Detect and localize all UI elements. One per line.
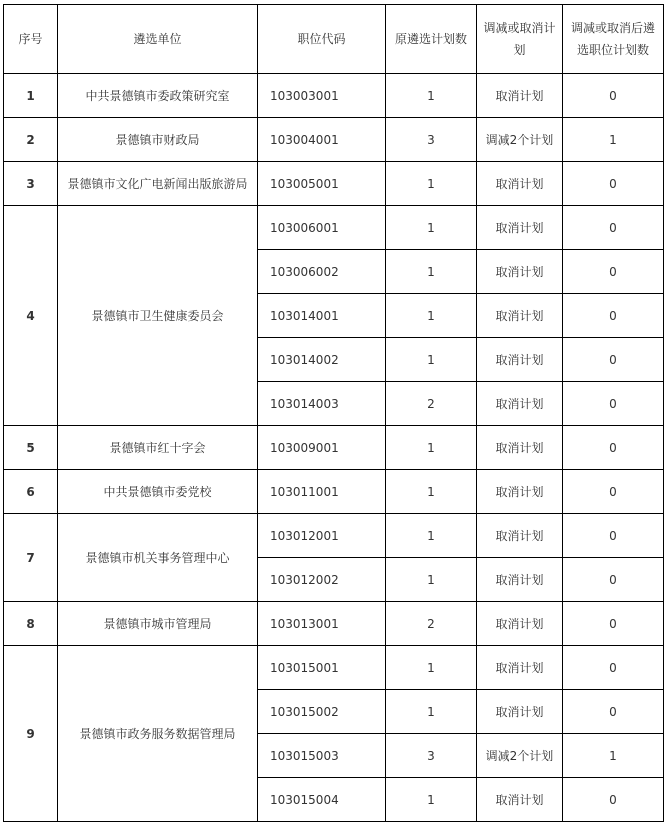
position-code-cell: 103011001 [258,470,386,514]
unit-cell: 景德镇市财政局 [58,118,258,162]
table-row [4,118,664,162]
table-header-row [4,5,664,74]
table-row [4,426,664,470]
original-plan-cell: 1 [386,74,477,118]
plan-after-cell: 1 [563,734,664,778]
position-code-cell: 103003001 [258,74,386,118]
adjustment-cell: 取消计划 [477,514,563,558]
position-code-cell: 103006002 [258,250,386,294]
original-plan-cell: 1 [386,294,477,338]
position-code-cell: 103012002 [258,558,386,602]
position-code-cell: 103004001 [258,118,386,162]
original-plan-cell: 1 [386,338,477,382]
unit-cell: 中共景德镇市委党校 [58,470,258,514]
seq-cell: 9 [4,646,58,822]
original-plan-cell: 1 [386,558,477,602]
table-row [4,646,664,690]
seq-cell: 1 [4,74,58,118]
adjustment-cell: 取消计划 [477,558,563,602]
plan-after-cell: 0 [563,74,664,118]
original-plan-cell: 2 [386,602,477,646]
seq-cell: 4 [4,206,58,426]
seq-cell: 8 [4,602,58,646]
adjustment-cell: 取消计划 [477,382,563,426]
seq-cell: 5 [4,426,58,470]
unit-cell: 景德镇市城市管理局 [58,602,258,646]
adjustment-cell: 取消计划 [477,294,563,338]
plan-after-cell: 0 [563,470,664,514]
plan-after-cell: 0 [563,690,664,734]
plan-after-cell: 0 [563,206,664,250]
original-plan-cell: 1 [386,250,477,294]
plan-after-cell: 0 [563,426,664,470]
header-plan-after: 调减或取消后遴选职位计划数 [563,5,664,74]
position-code-cell: 103014003 [258,382,386,426]
seq-cell: 7 [4,514,58,602]
adjustment-cell: 取消计划 [477,206,563,250]
position-code-cell: 103014002 [258,338,386,382]
unit-cell: 景德镇市卫生健康委员会 [58,206,258,426]
original-plan-cell: 1 [386,646,477,690]
original-plan-cell: 1 [386,470,477,514]
header-position-code: 职位代码 [258,5,386,74]
table-body [4,74,664,822]
adjustment-cell: 取消计划 [477,778,563,822]
position-code-cell: 103015004 [258,778,386,822]
position-code-cell: 103012001 [258,514,386,558]
adjustment-cell: 取消计划 [477,602,563,646]
table-row [4,162,664,206]
unit-cell: 景德镇市红十字会 [58,426,258,470]
position-code-cell: 103005001 [258,162,386,206]
plan-after-cell: 0 [563,162,664,206]
plan-after-cell: 0 [563,558,664,602]
position-code-cell: 103015002 [258,690,386,734]
position-code-cell: 103015001 [258,646,386,690]
adjustment-cell: 取消计划 [477,426,563,470]
plan-after-cell: 0 [563,646,664,690]
plan-after-cell: 0 [563,778,664,822]
seq-cell: 2 [4,118,58,162]
adjustment-cell: 取消计划 [477,162,563,206]
table-row [4,470,664,514]
adjustment-cell: 取消计划 [477,646,563,690]
original-plan-cell: 1 [386,206,477,250]
unit-cell: 中共景德镇市委政策研究室 [58,74,258,118]
plan-after-cell: 0 [563,382,664,426]
adjustment-cell: 取消计划 [477,338,563,382]
unit-cell: 景德镇市机关事务管理中心 [58,514,258,602]
table-row [4,514,664,558]
adjustment-cell: 取消计划 [477,690,563,734]
adjustment-cell: 取消计划 [477,250,563,294]
seq-cell: 6 [4,470,58,514]
original-plan-cell: 1 [386,162,477,206]
plan-after-cell: 0 [563,514,664,558]
plan-after-cell: 0 [563,294,664,338]
adjustment-cell: 取消计划 [477,470,563,514]
adjustment-cell: 调减2个计划 [477,118,563,162]
position-code-cell: 103009001 [258,426,386,470]
original-plan-cell: 1 [386,690,477,734]
position-code-cell: 103013001 [258,602,386,646]
position-code-cell: 103006001 [258,206,386,250]
plan-after-cell: 1 [563,118,664,162]
table-row [4,206,664,250]
plan-after-cell: 0 [563,602,664,646]
plan-adjustment-table [3,4,664,822]
seq-cell: 3 [4,162,58,206]
unit-cell: 景德镇市文化广电新闻出版旅游局 [58,162,258,206]
original-plan-cell: 3 [386,734,477,778]
original-plan-cell: 1 [386,514,477,558]
adjustment-cell: 调减2个计划 [477,734,563,778]
header-unit: 遴选单位 [58,5,258,74]
position-code-cell: 103015003 [258,734,386,778]
header-seq: 序号 [4,5,58,74]
header-original-plan: 原遴选计划数 [386,5,477,74]
position-code-cell: 103014001 [258,294,386,338]
adjustment-cell: 取消计划 [477,74,563,118]
original-plan-cell: 3 [386,118,477,162]
unit-cell: 景德镇市政务服务数据管理局 [58,646,258,822]
table-row [4,602,664,646]
table-row [4,74,664,118]
original-plan-cell: 2 [386,382,477,426]
original-plan-cell: 1 [386,778,477,822]
header-adjustment: 调减或取消计划 [477,5,563,74]
original-plan-cell: 1 [386,426,477,470]
plan-after-cell: 0 [563,338,664,382]
plan-after-cell: 0 [563,250,664,294]
